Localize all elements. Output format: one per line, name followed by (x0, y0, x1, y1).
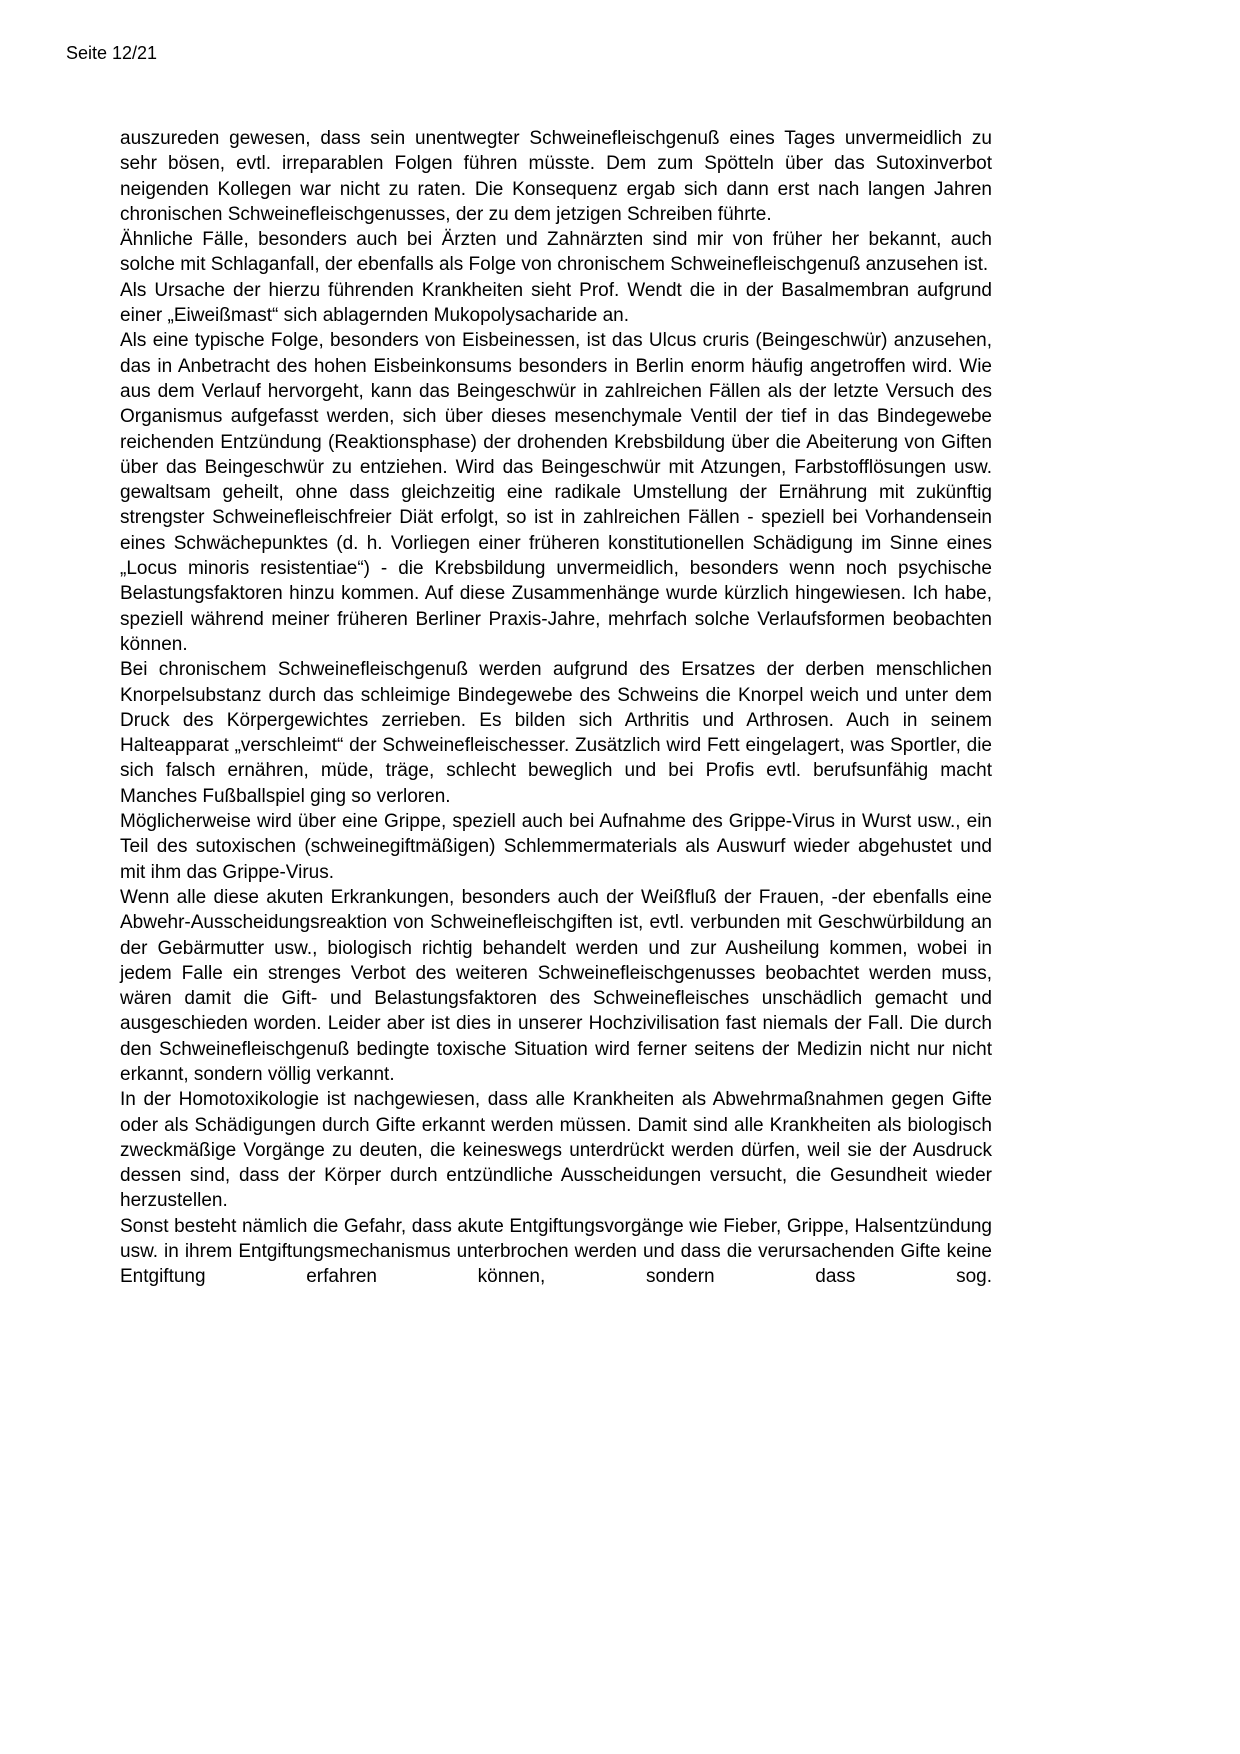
paragraph: Wenn alle diese akuten Erkrankungen, besonders auch der Weißfluß der Frauen, -der ebenfalls eine Abwehr-Ausscheidungsreaktion von Schweinefleischgiften ist, evtl. verbunden mit Geschwürbildung an der Gebärmutter usw., biologisch richtig behandelt werden und zur Ausheilung kommen, wobei in jedem Falle ein strenges Verbot des weiteren Schweinefleischgenusses beobachtet werden muss, wären damit die Gift- und Belastungsfaktoren des Schweinefleisches unschädlich gemacht und ausgeschieden worden. Leider aber ist dies in unserer Hochzivilisation fast niemals der Fall. Die durch den Schweinefleischgenuß bedingte toxische Situation wird ferner seitens der Medizin nicht nur nicht erkannt, sondern völlig verkannt. (120, 886, 992, 1085)
paragraph: Ähnliche Fälle, besonders auch bei Ärzten und Zahnärzten sind mir von früher her bekannt, auch solche mit Schlaganfall, der ebenfalls als Folge von chronischem Schweinefleischgenuß anzusehen ist. (120, 229, 992, 276)
paragraph: Bei chronischem Schweinefleischgenuß werden aufgrund des Ersatzes der derben menschlichen Knorpelsubstanz durch das schleimige Bindegewebe des Schweins die Knorpel weich und unter dem Druck des Körpergewichtes zerrieben. Es bilden sich Arthritis und Arthrosen. Auch in seinem Halteapparat „verschleimt“ der Schweinefleischesser. Zusätzlich wird Fett eingelagert, was Sportler, die sich falsch ernähren, müde, träge, schlecht beweglich und bei Profis evtl. berufsunfähig macht Manches Fußballspiel ging so verloren. (120, 659, 992, 807)
paragraph: In der Homotoxikologie ist nachgewiesen, dass alle Krankheiten als Abwehrmaßnahmen gegen Gifte oder als Schädigungen durch Gifte erkannt werden müssen. Damit sind alle Krankheiten als biologisch zweckmäßige Vorgänge zu deuten, die keineswegs unterdrückt werden dürfen, weil sie der Ausdruck dessen sind, dass der Körper durch entzündliche Ausscheidungen versucht, die Gesundheit wieder herzustellen. (120, 1089, 992, 1212)
page-number: Seite 12/21 (66, 43, 158, 63)
document-body (120, 126, 992, 1290)
paragraph: Als eine typische Folge, besonders von Eisbeinessen, ist das Ulcus cruris (Beingeschwür) anzusehen, das in Anbetracht des hohen Eisbeinkonsums besonders in Berlin enorm häufig angetroffen wird. Wie aus dem Verlauf hervorgeht, kann das Beingeschwür in zahlreichen Fällen als der letzte Versuch des Organismus aufgefasst werden, sich über dieses mesenchymale Ventil der tief in das Bindegewebe reichenden Entzündung (Reaktionsphase) der drohenden Krebsbildung über die Abeiterung von Giften über das Beingeschwür zu entziehen. Wird das Beingeschwür mit Atzungen, Farbstofflösungen usw. gewaltsam geheilt, ohne dass gleichzeitig eine radikale Umstellung der Ernährung mit zukünftig strengster Schweinefleischfreier Diät erfolgt, so ist in zahlreichen Fällen - speziell bei Vorhandensein eines Schwächepunktes (d. h. Vorliegen einer früheren konstitutionellen Schädigung im Sinne eines „Locus minoris resistentiae“) - die Krebsbildung unvermeidlich, besonders wenn noch psychische Belastungsfaktoren hinzu kommen. Auf diese Zusammenhänge wurde kürzlich hingewiesen. Ich habe, speziell während meiner früheren Berliner Praxis-Jahre, mehrfach solche Verlaufsformen beobachten können. (120, 330, 992, 655)
paragraph: Möglicherweise wird über eine Grippe, speziell auch bei Aufnahme des Grippe-Virus in Wurst usw., ein Teil des sutoxischen (schweinegiftmäßigen) Schlemmermaterials als Auswurf wieder abgehustet und mit ihm das Grippe-Virus. (120, 811, 992, 883)
paragraph: auszureden gewesen, dass sein unentwegter Schweinefleischgenuß eines Tages unvermeidlich zu sehr bösen, evtl. irreparablen Folgen führen müsste. Dem zum Spötteln über das Sutoxinverbot neigenden Kollegen war nicht zu raten. Die Konsequenz ergab sich dann erst nach langen Jahren chronischen Schweinefleischgenusses, der zu dem jetzigen Schreiben führte. (120, 128, 992, 225)
paragraph: Als Ursache der hierzu führenden Krankheiten sieht Prof. Wendt die in der Basalmembran aufgrund einer „Eiweißmast“ sich ablagernden Mukopolysacharide an. (120, 279, 992, 327)
paragraph: Sonst besteht nämlich die Gefahr, dass akute Entgiftungsvorgänge wie Fieber, Grippe, Halsentzündung usw. in ihrem Entgiftungsmechanismus unterbrochen werden und dass die verursachenden Gifte keine Entgiftung erfahren können, sondern dass sog. (120, 1215, 992, 1288)
